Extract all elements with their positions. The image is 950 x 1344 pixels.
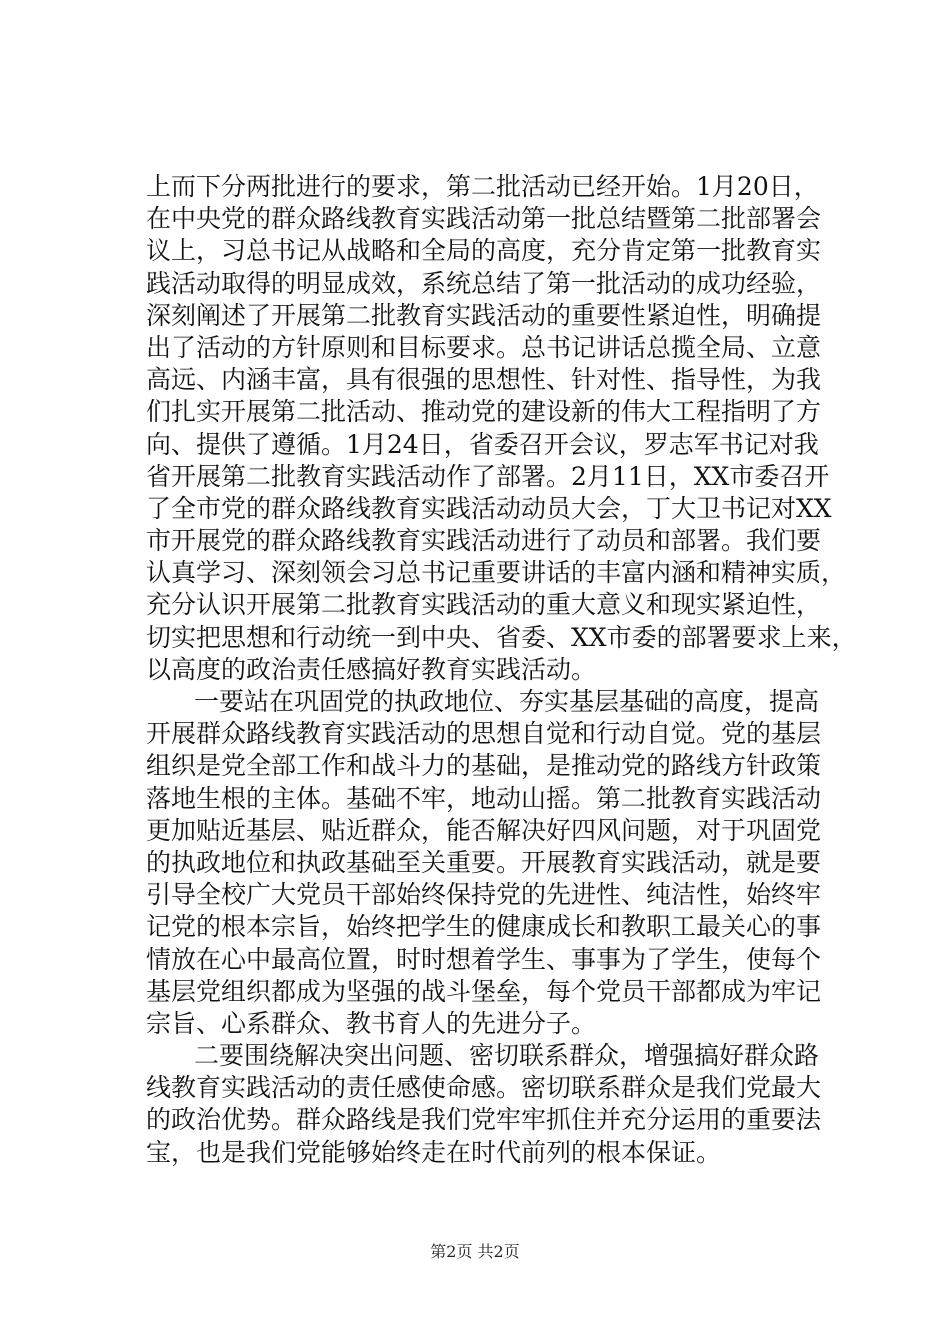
text-line: 记党的根本宗旨，始终把学生的健康成长和教职工最关心的事 — [146, 912, 822, 942]
text-line: 认真学习、深刻领会习总书记重要讲话的丰富内涵和精神实质， — [146, 558, 847, 588]
text-line: 宗旨、心系群众、教书育人的先进分子。 — [146, 1008, 597, 1038]
text-line: 议上，习总书记从战略和全局的高度，充分肯定第一批教育实 — [146, 236, 822, 266]
text-line: 高远、内涵丰富，具有很强的思想性、针对性、指导性，为我 — [146, 365, 822, 395]
text-line: 引导全校广大党员干部始终保持党的先进性、纯洁性，始终牢 — [146, 880, 822, 910]
text-line: 基层党组织都成为坚强的战斗堡垒，每个党员干部都成为牢记 — [146, 976, 822, 1006]
text-line: 落地生根的主体。基础不牢，地动山摇。第二批教育实践活动 — [146, 783, 822, 813]
text-line: 开展群众路线教育实践活动的思想自觉和行动自觉。党的基层 — [146, 719, 822, 749]
text-line: 组织是党全部工作和战斗力的基础，是推动党的路线方针政策 — [146, 751, 822, 781]
paragraph-first-line: 二要围绕解决突出问题、密切联系群众，增强搞好群众路 — [194, 1041, 820, 1071]
text-line: 省开展第二批教育实践活动作了部署。2月11日，XX市委召开 — [146, 461, 830, 491]
page-number-footer: 第2页 共2页 — [430, 1242, 520, 1261]
text-line: 上而下分两批进行的要求，第二批活动已经开始。1月20日， — [146, 172, 819, 201]
text-line: 充分认识开展第二批教育实践活动的重大意义和现实紧迫性， — [146, 590, 822, 620]
text-line: 们扎实开展第二批活动、推动党的建设新的伟大工程指明了方 — [146, 397, 822, 427]
text-line: 践活动取得的明显成效，系统总结了第一批活动的成功经验， — [146, 268, 822, 298]
text-line: 深刻阐述了开展第二批教育实践活动的重要性紧迫性，明确提 — [146, 300, 822, 330]
text-line: 在中央党的群众路线教育实践活动第一批总结暨第二批部署会 — [146, 204, 822, 234]
text-line: 的政治优势。群众路线是我们党牢牢抓住并充分运用的重要法 — [146, 1105, 822, 1135]
text-line: 切实把思想和行动统一到中央、省委、XX市委的部署要求上来， — [146, 622, 857, 652]
text-line: 出了活动的方针原则和目标要求。总书记讲话总揽全局、立意 — [146, 332, 822, 362]
text-line: 的执政地位和执政基础至关重要。开展教育实践活动，就是要 — [146, 847, 822, 877]
paragraph-first-line: 一要站在巩固党的执政地位、夯实基层基础的高度，提高 — [194, 687, 820, 716]
text-line: 市开展党的群众路线教育实践活动进行了动员和部署。我们要 — [146, 526, 822, 556]
document-body — [146, 171, 857, 1169]
text-line: 更加贴近基层、贴近群众，能否解决好四风问题，对于巩固党 — [146, 815, 822, 845]
text-line: 线教育实践活动的责任感使命感。密切联系群众是我们党最大 — [146, 1073, 822, 1103]
text-line: 以高度的政治责任感搞好教育实践活动。 — [146, 654, 597, 684]
text-line: 宝，也是我们党能够始终走在时代前列的根本保证。 — [146, 1137, 722, 1167]
text-line: 情放在心中最高位置，时时想着学生、事事为了学生，使每个 — [146, 944, 822, 974]
text-line: 了全市党的群众路线教育实践活动动员大会，丁大卫书记对XX — [146, 493, 832, 523]
text-line: 向、提供了遵循。1月24日，省委召开会议，罗志军书记对我 — [146, 429, 819, 459]
